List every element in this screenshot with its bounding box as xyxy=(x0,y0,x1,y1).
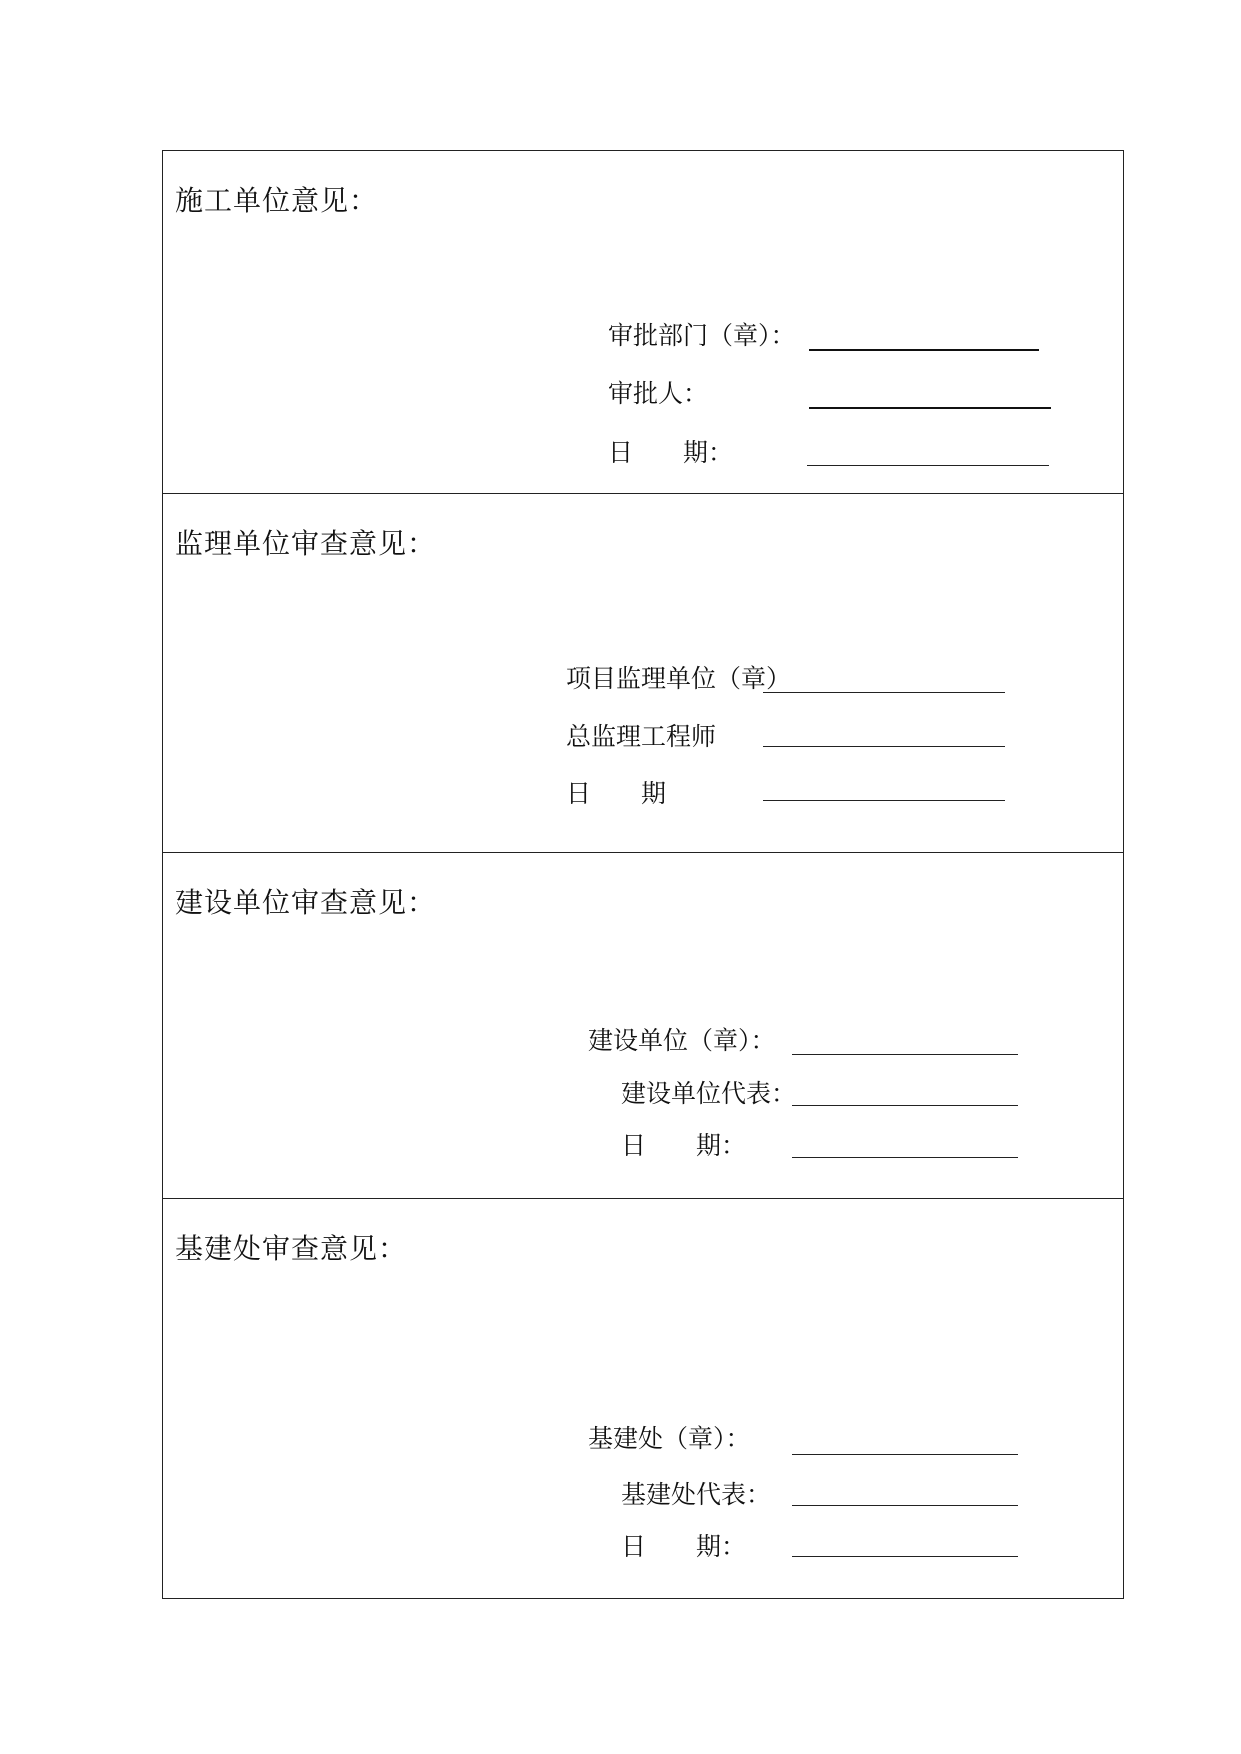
section-title: 监理单位审查意见： xyxy=(175,527,437,560)
approval-form-table xyxy=(162,150,1124,1599)
owner-representative-label: 建设单位代表： xyxy=(621,1079,797,1108)
date-label: 日 期： xyxy=(621,1131,747,1160)
date-line[interactable] xyxy=(792,1556,1018,1557)
chief-engineer-label: 总监理工程师 xyxy=(566,722,717,751)
supervision-unit-section xyxy=(163,494,1123,853)
date-line[interactable] xyxy=(763,800,1005,801)
section-title: 基建处审查意见： xyxy=(175,1232,408,1265)
section-title: 建设单位审查意见： xyxy=(175,886,437,919)
owner-unit-line[interactable] xyxy=(792,1054,1018,1055)
date-label: 日 期： xyxy=(608,438,734,467)
date-label: 日 期 xyxy=(566,779,667,808)
date-label: 日 期： xyxy=(621,1532,747,1561)
supervision-unit-line[interactable] xyxy=(763,692,1005,693)
construction-unit-section xyxy=(163,151,1123,494)
approver-line[interactable] xyxy=(809,407,1051,409)
infrastructure-office-section xyxy=(163,1199,1123,1598)
section-title: 施工单位意见： xyxy=(175,184,379,217)
date-line[interactable] xyxy=(807,465,1049,466)
infrastructure-representative-line[interactable] xyxy=(792,1505,1018,1506)
infrastructure-office-line[interactable] xyxy=(792,1454,1018,1455)
owner-representative-line[interactable] xyxy=(792,1105,1018,1106)
chief-engineer-line[interactable] xyxy=(763,746,1005,747)
approval-dept-label: 审批部门（章）： xyxy=(608,321,796,350)
owner-unit-label: 建设单位（章）： xyxy=(588,1026,776,1055)
approver-label: 审批人： xyxy=(608,379,709,408)
infrastructure-representative-label: 基建处代表： xyxy=(621,1480,772,1509)
date-line[interactable] xyxy=(792,1157,1018,1158)
infrastructure-office-label: 基建处（章）： xyxy=(588,1424,751,1453)
supervision-unit-label: 项目监理单位（章） xyxy=(566,664,792,693)
approval-dept-line[interactable] xyxy=(809,349,1039,351)
owner-unit-section xyxy=(163,853,1123,1199)
